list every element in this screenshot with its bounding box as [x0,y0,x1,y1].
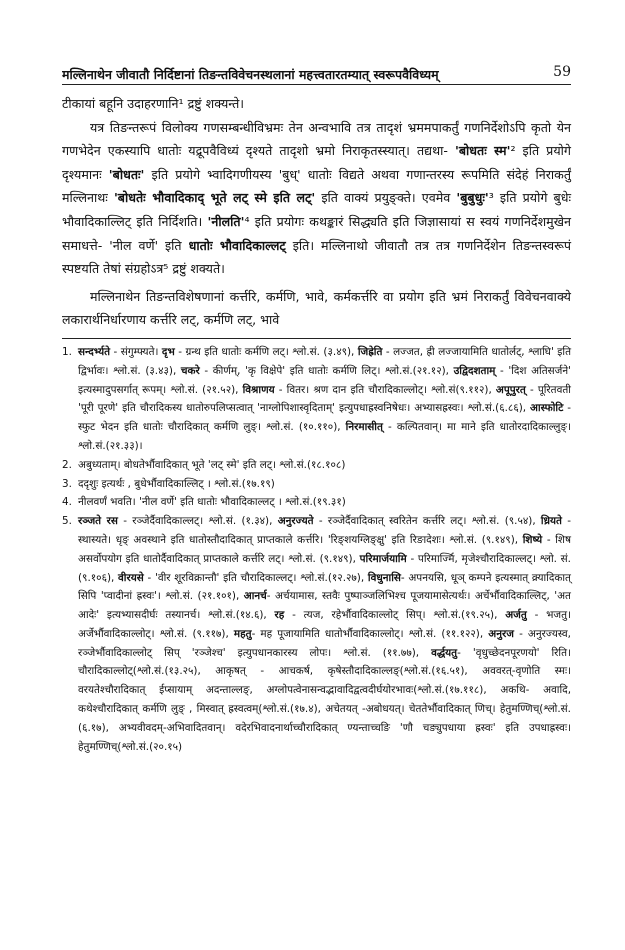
footnote-number: 3. [62,477,72,490]
footnote-term: उद्विदशताम् [453,364,496,377]
footnote-gloss: - मह पूजायामिति धातोर्भौवादिकाल्लोट्। श्लो.सं. (११.१२२), [251,627,489,640]
footnote-gloss: - अपनयसि, धूञ् कम्पने इत्यस्मात् क्र्यादिकात् सिपि 'प्वादीनां ह्रस्वः'। श्लो.सं. (२१.१०१), [78,571,571,603]
footnote-term: अर्जतु [505,609,527,622]
footnote-term: परिमार्जयामि [359,552,407,565]
text-run: इति। मल्लिनाथो जीवातौ तत्र तत्र गणनिर्देशेन तिङन्तस्वरूपं स्पष्टयति तेषां संग्रहोऽत्र⁵ द्रष्टुं शक्यते। [62,237,572,277]
footnote-text [78,512,571,756]
footnote-text [78,456,571,475]
footnote-number: 5. [62,515,72,528]
text-run: ² इति प्रयोगे दृश्यमानः [62,143,571,182]
body-line-continued: टीकायां बहूनि उदाहरणानि¹ द्रष्टुं शक्यन्ते। [62,96,245,111]
footnote-gloss: - 'वीर शूरविक्रान्तौ' इति चौरादिकाल्लट्। श्लो.सं.(१२.२७), [143,571,368,584]
footnote-4 [62,493,571,512]
footnote-gloss: - 'वृधुच्छेदनपूरणयो' रिति। चौरादिकाल्लोट्(श्लो.सं.(१३.२५), आकृषत् - आचकर्ष, कृषेस्तौदादिकाल्लङ्(श्लो.सं.(१६.५१), अववरत्-वृणोति स्मः। वरयतेश्चौरादिकात् ईप्सायाम् अदन्ताल्लङ्, अग्लोपत्वेनासन्वद्भावादिद्वत्वदीर्घयोरभावः(श्लो.सं.(१७.११८), अकथि- अवादि, कथेश्चौरादिकात् कर्मणि लुङ् , मिस्वात् ह्रस्वत्वम्(श्लो.सं.(१७.४), अचेतयत् -अबोधयत्। चेततेर्भौवादिकात् णिच्। हेतुमण्णिच्(श्लो.सं.(६.१७), अभ्यवीवदम्-अभिवादितवान्। वदेरभिवादनार्थाच्चौरादिकात् ण्यन्ताच्चङि 'णौ चङ्युपधाया ह्रस्वः' इति उपधाह्रस्वः। हेतुमण्णिच्(श्लो.सं.(२०.१५) [78,646,571,753]
footnote-term: शिष्ये [522,533,543,546]
footnote-text [78,475,571,494]
footnote-text [78,493,571,512]
footnote-gloss: - स्फुट भेदन इति धातोः चौरादिकात् कर्मणि लुङ्। श्लो.सं. (१०.११०), [78,402,571,434]
footnote-term: ध्रियते [540,515,562,528]
footnote-1 [62,343,571,456]
footnote-term: अनुरज [488,627,514,640]
body-paragraph-2 [62,285,571,332]
text-run: मल्लिनाथेन तिङन्तविशेषणानां कर्त्तरि, कर्मणि, भावे, कर्मकर्त्तरि वा प्रयोग इति भ्रमं निराकर्तुं विवेचनवाक्ये लकारार्थनिर्धारणाय कर्त्तरि लट्, कर्मणि लट्, भावे [62,288,571,328]
footnote-term: विधुनासि [367,571,401,584]
footnote-gloss: - परिमार्ज्मि, मृजेश्चौरादिकाल्लट्। श्लो. सं. (९.१०६), [78,552,571,584]
footnote-term: आस्फोटि [530,402,564,415]
footnote-term: चकरे [180,364,200,377]
footnote-term: रह [274,609,285,622]
footnote-term: वीरयसे [118,571,144,584]
footnote-term: महतु [233,627,252,640]
footnote-3 [62,475,571,494]
footnote-text [78,343,571,456]
footnote-gloss: ददृशुः इत्यर्थः , बुधेर्भौवादिकाल्लिट् । श्लो.सं.(१७.१९) [78,477,275,490]
footnote-gloss: - रञ्जेर्दैवादिकाल्लट्। श्लो.सं. (१.३४), [117,515,278,528]
footnote-gloss: - भजतु। अर्जेर्भौवादिकाल्लोट्। श्लो.सं. (९.११७), [78,609,571,640]
footnote-term: वर्द्धयतु [431,646,458,659]
footnote-gloss: - वितर। श्रण दान इति चौरादिकाल्लोट्। श्लो.सं(९.११२), [274,383,496,396]
bold-term: 'बोधतः स्म' [454,143,511,159]
footnote-term: अपूपुरत् [495,383,526,396]
bold-term: 'बोधतेः भौवादिकाद् भूते लट् स्मे इति लट्' [113,190,316,206]
footnote-gloss: अबुध्यताम्। बोधतेर्भौवादिकात् भूते 'लट् स्मे' इति लट्। श्लो.सं.(१८.१०८) [78,458,346,471]
footnote-term: अनुरज्यते [277,515,314,528]
footnote-gloss: - अर्चयामास, स्तवैः पुष्पाञ्जलिभिश्च पूजयामासेत्यर्थः। अर्चेर्भौवादिकाल्लिट्, 'अत आदेः' इत्यभ्यासदीर्घः तस्यानर्च। श्लो.सं.(१४.६), [78,590,571,622]
footnote-2 [62,456,571,475]
footnote-gloss: - रञ्जेर्दैवादिकात् स्वरितेन कर्त्तरि लट्। श्लो.सं. (९.५४), [313,515,541,528]
footnote-gloss: - शिष असर्वोपयोग इति धातोर्दैवादिकात् प्राप्तकाले कर्त्तरि लट्। श्लो.सं. (९.१४९), [78,533,571,565]
footnote-gloss: - अनुरज्यस्व, रञ्जेर्भौवादिकाल्लोट् सिप् 'रञ्जेश्च' इत्युपधानकारस्य लोपः। श्लो.सं. (११.७७), [78,627,571,659]
footnote-term: विश्राणय [242,383,275,396]
footnote-gloss: - त्यज, रहेर्भौवादिकाल्लोट् सिप्। श्लो.सं.(१९.२५), [284,609,506,622]
footnote-gloss: - पूरितवती 'पूरी पूरणे' इति चौरादिकस्य धातोरुपलिप्सत्वात् 'नाग्लोपिशास्वृदिताम्' इत्युपधाह्रस्वनिषेधः। अभ्यासह्रस्वः। श्लो.सं.(६.८६), [78,383,571,415]
bold-term: 'बोधतः' [108,166,145,182]
footnote-gloss: - ग्रन्थ इति धातोः कर्मणि लट्। श्लो.सं. (३.४९), [174,345,358,358]
text-run: इति वाक्यं प्रयुङ्क्ते। एवमेव [315,190,457,206]
footnote-gloss: नीलवर्णं भवति। 'नील वर्णे' इति धातोः भौवादिकाल्लट् । श्लो.सं.(१९.३१) [78,496,346,509]
footnote-term: रञ्जते रस [78,515,118,528]
text-run: यत्र तिङन्तरूपं विलोक्य गणसम्बन्धीविभ्रमः तेन अन्वभावि तत्र तादृशं भ्रममपाकर्तुं गणनिर्देशोऽपि कृतो येन गणभेदेन एकस्यापि धातोः यद्रूपवैविध्यं दृश्यते तादृशो भ्रमो निराकृतस्स्यात्। तद्यथा- [62,119,571,159]
running-header [62,62,571,85]
footnote-term: आनर्च [243,590,267,603]
footnote-term: सन्दर्भ्यते [78,345,111,358]
footnote-term: जिह्रेति [357,345,383,358]
text-run: ³ इति प्रयोगे बुधेः भौवादिकाल्लिट् इति निर्दिशति। [62,190,572,229]
bold-term: धातोः भौवादिकाल्लट् [188,237,286,253]
footnote-term: दृभ [161,345,175,358]
header-title: मल्लिनाथेन जीवातौ निर्दिष्टानां तिङन्तविवेचनस्थलानां महत्त्वतारतम्यात् स्वरूपवैविध्यम् [62,67,439,82]
footnote-number: 1. [62,345,72,358]
text-run: ⁴ इति प्रयोगः कथङ्कारं सिद्ध्यति इति जिज्ञासायां स स्वयं गणनिर्देशमुखेन समाधत्ते- 'नील वर्णे' इति [62,213,572,253]
footnote-gloss: - कीर्णम्, 'कृ विक्षेपे' इति धातोः कर्मणि लिट्। श्लो.सं.(२१.१२), [199,364,454,377]
footnote-gloss: - संगुम्फ्यते। [110,345,162,358]
footnote-gloss: - 'दिश अतिसर्जने' इत्यस्मादुपसर्गात् रूपम्। श्लो.सं. (२१.५२), [78,364,571,396]
footnote-gloss: - स्थास्यते। धृङ् अवस्थाने इति धातोस्तौदादिकात् प्राप्तकाले कर्त्तरि। 'रिङ्शयग्लिङ्क्षु' इति रिङादेशः। श्लो.सं. (९.१४९), [78,515,571,546]
footnote-gloss: - कल्पितवान्। मा माने इति धातोरदादिकाल्लुङ्। श्लो.सं.(२१.३३)। [78,421,571,452]
footnote-number: 4. [62,496,72,509]
text-run: इति प्रयोगे भ्वादिगणीयस्य 'बुध्' धातोः विद्यते अथवा गणान्तरस्य रूपमिति संदेहं निराकर्तुं मल्लिनाथः [62,166,571,206]
footnote-5 [62,512,571,756]
body-paragraph-1 [62,116,571,281]
page-number: 59 [553,64,571,80]
footnote-divider [62,338,571,339]
footnote-number: 2. [62,458,72,471]
footnote-gloss: - लज्जत, ह्री लज्जायामिति धातोर्लट्, श्लाघि' इति द्विर्भावः। श्लो.सं. (३.४३), [78,345,571,377]
bold-term: 'नीलति' [207,213,245,229]
footnotes [62,343,571,757]
bold-term: 'बुबुधुः' [456,190,489,206]
page [62,62,571,756]
footnote-term: निरमासीत् [345,421,383,434]
